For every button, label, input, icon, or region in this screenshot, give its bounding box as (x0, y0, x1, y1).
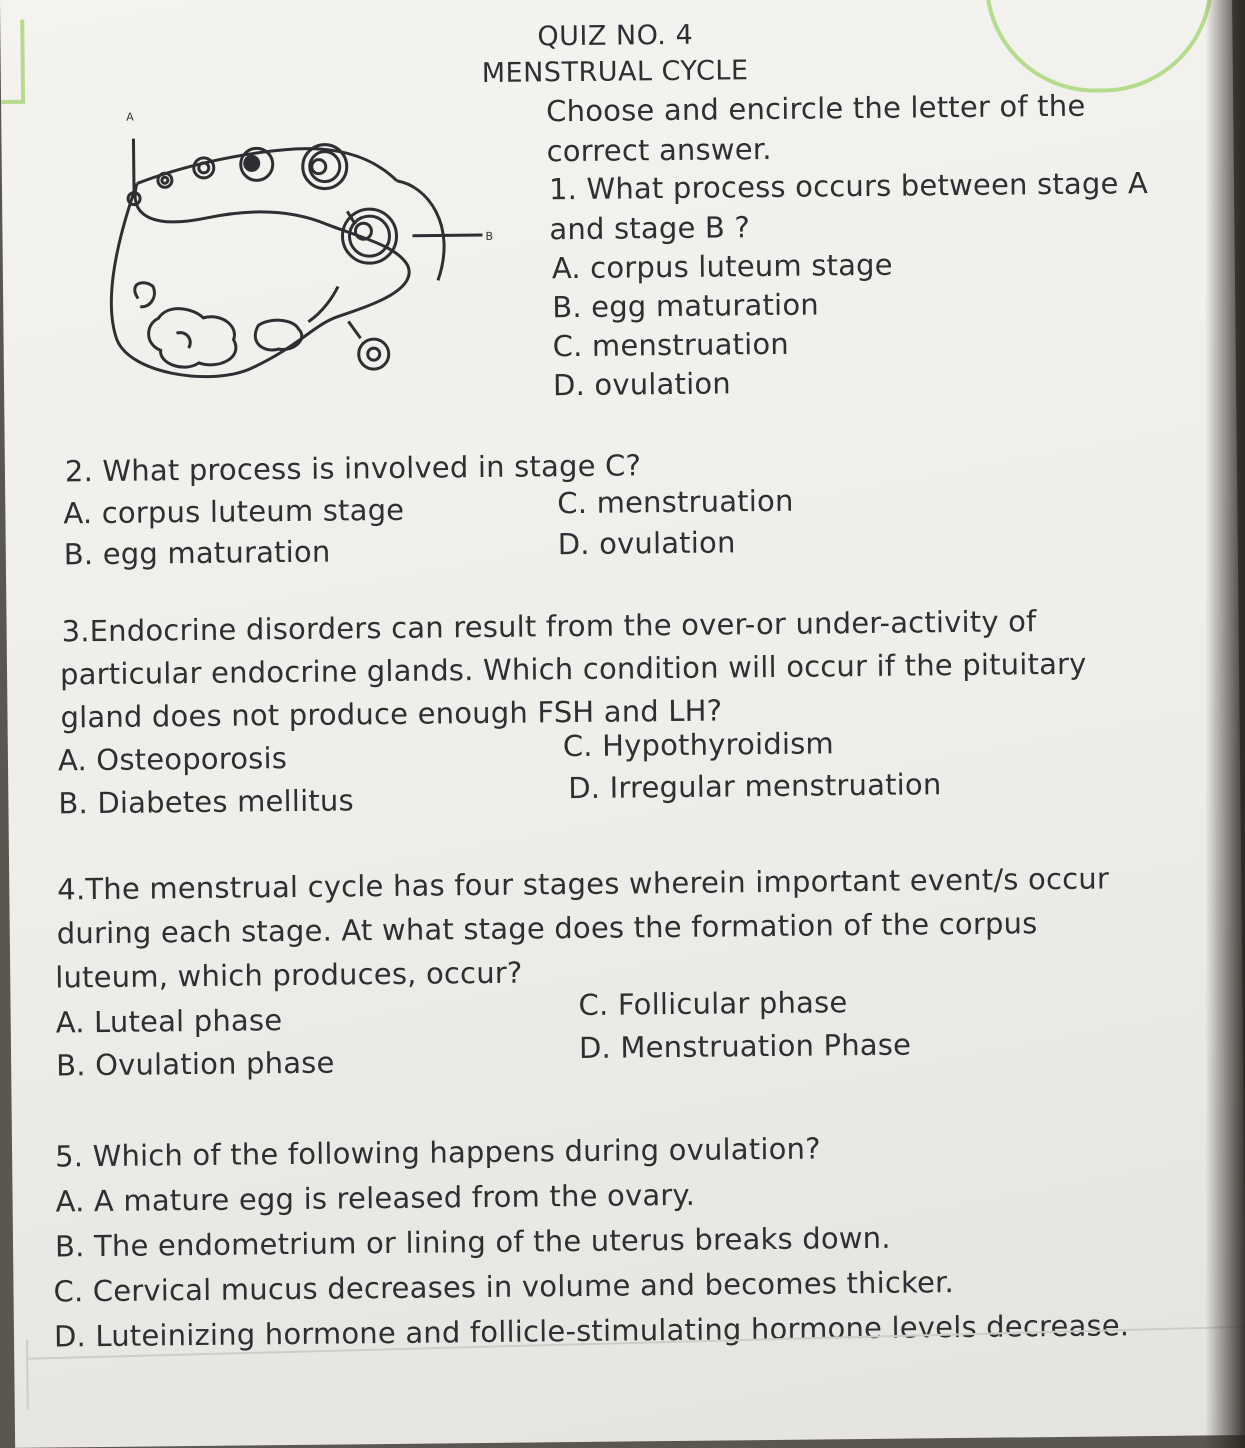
q3-choice-a[interactable]: A. Osteoporosis (57, 741, 288, 778)
quiz-subtitle: MENSTRUAL CYCLE (481, 55, 749, 89)
q2-choice-d[interactable]: D. ovulation (557, 525, 736, 562)
q1-choice-d[interactable]: D. ovulation (552, 366, 732, 403)
q2-choice-a[interactable]: A. corpus luteum stage (63, 492, 405, 531)
q4-text-line-1: 4.The menstrual cycle has four stages wherein important event/s occur (57, 861, 1110, 907)
table-edge-shadow (1205, 0, 1245, 1448)
q1-choice-b[interactable]: B. egg maturation (552, 287, 820, 325)
q5-choice-c[interactable]: C. Cervical mucus decreases in volume and becomes thicker. (53, 1265, 955, 1309)
q2-choice-b[interactable]: B. egg maturation (63, 534, 331, 572)
quiz-title: QUIZ NO. 4 (537, 19, 694, 53)
q1-text-line-2: and stage B ? (549, 210, 751, 247)
q3-choice-c[interactable]: C. Hypothyroidism (562, 726, 835, 764)
instructions-line-2: correct answer. (546, 131, 772, 169)
q4-text-line-3: luteum, which produces, occur? (55, 955, 523, 995)
q3-choice-d[interactable]: D. Irregular menstruation (568, 767, 942, 806)
diagram-label-a: A (126, 110, 134, 124)
green-border-left (0, 20, 25, 104)
q1-text-line-1: 1. What process occurs between stage A (548, 165, 1149, 207)
q4-choice-a[interactable]: A. Luteal phase (55, 1003, 283, 1040)
q2-choice-c[interactable]: C. menstruation (557, 483, 794, 521)
q5-text-line-1: 5. Which of the following happens during ovulation? (54, 1131, 821, 1174)
q4-choice-c[interactable]: C. Follicular phase (578, 985, 848, 1022)
q2-text-line-1: 2. What process is involved in stage C? (64, 448, 642, 489)
q5-choice-b[interactable]: B. The endometrium or lining of the uterus breaks down. (54, 1220, 891, 1264)
ovarian-cycle-diagram (96, 105, 519, 399)
q4-choice-d[interactable]: D. Menstruation Phase (578, 1027, 912, 1065)
q3-text-line-3: gland does not produce enough FSH and LH? (60, 693, 723, 735)
q4-choice-b[interactable]: B. Ovulation phase (55, 1045, 335, 1083)
q3-text-line-1: 3.Endocrine disorders can result from the over-or under-activity of (61, 604, 1037, 649)
q3-choice-b[interactable]: B. Diabetes mellitus (58, 783, 354, 821)
q5-choice-a[interactable]: A. A mature egg is released from the ovary. (55, 1177, 696, 1219)
diagram-label-b: B (485, 229, 494, 243)
q1-choice-a[interactable]: A. corpus luteum stage (551, 247, 893, 286)
instructions-line-1: Choose and encircle the letter of the (546, 88, 1086, 129)
q4-text-line-2: during each stage. At what stage does the formation of the corpus (56, 906, 1038, 951)
green-border-arc (984, 0, 1214, 94)
page-left-line (26, 1340, 29, 1410)
q3-text-line-2: particular endocrine glands. Which condition will occur if the pituitary (59, 646, 1087, 692)
q1-choice-c[interactable]: C. menstruation (552, 326, 790, 364)
q5-choice-d[interactable]: D. Luteinizing hormone and follicle-stimulating hormone levels decrease. (53, 1308, 1130, 1354)
